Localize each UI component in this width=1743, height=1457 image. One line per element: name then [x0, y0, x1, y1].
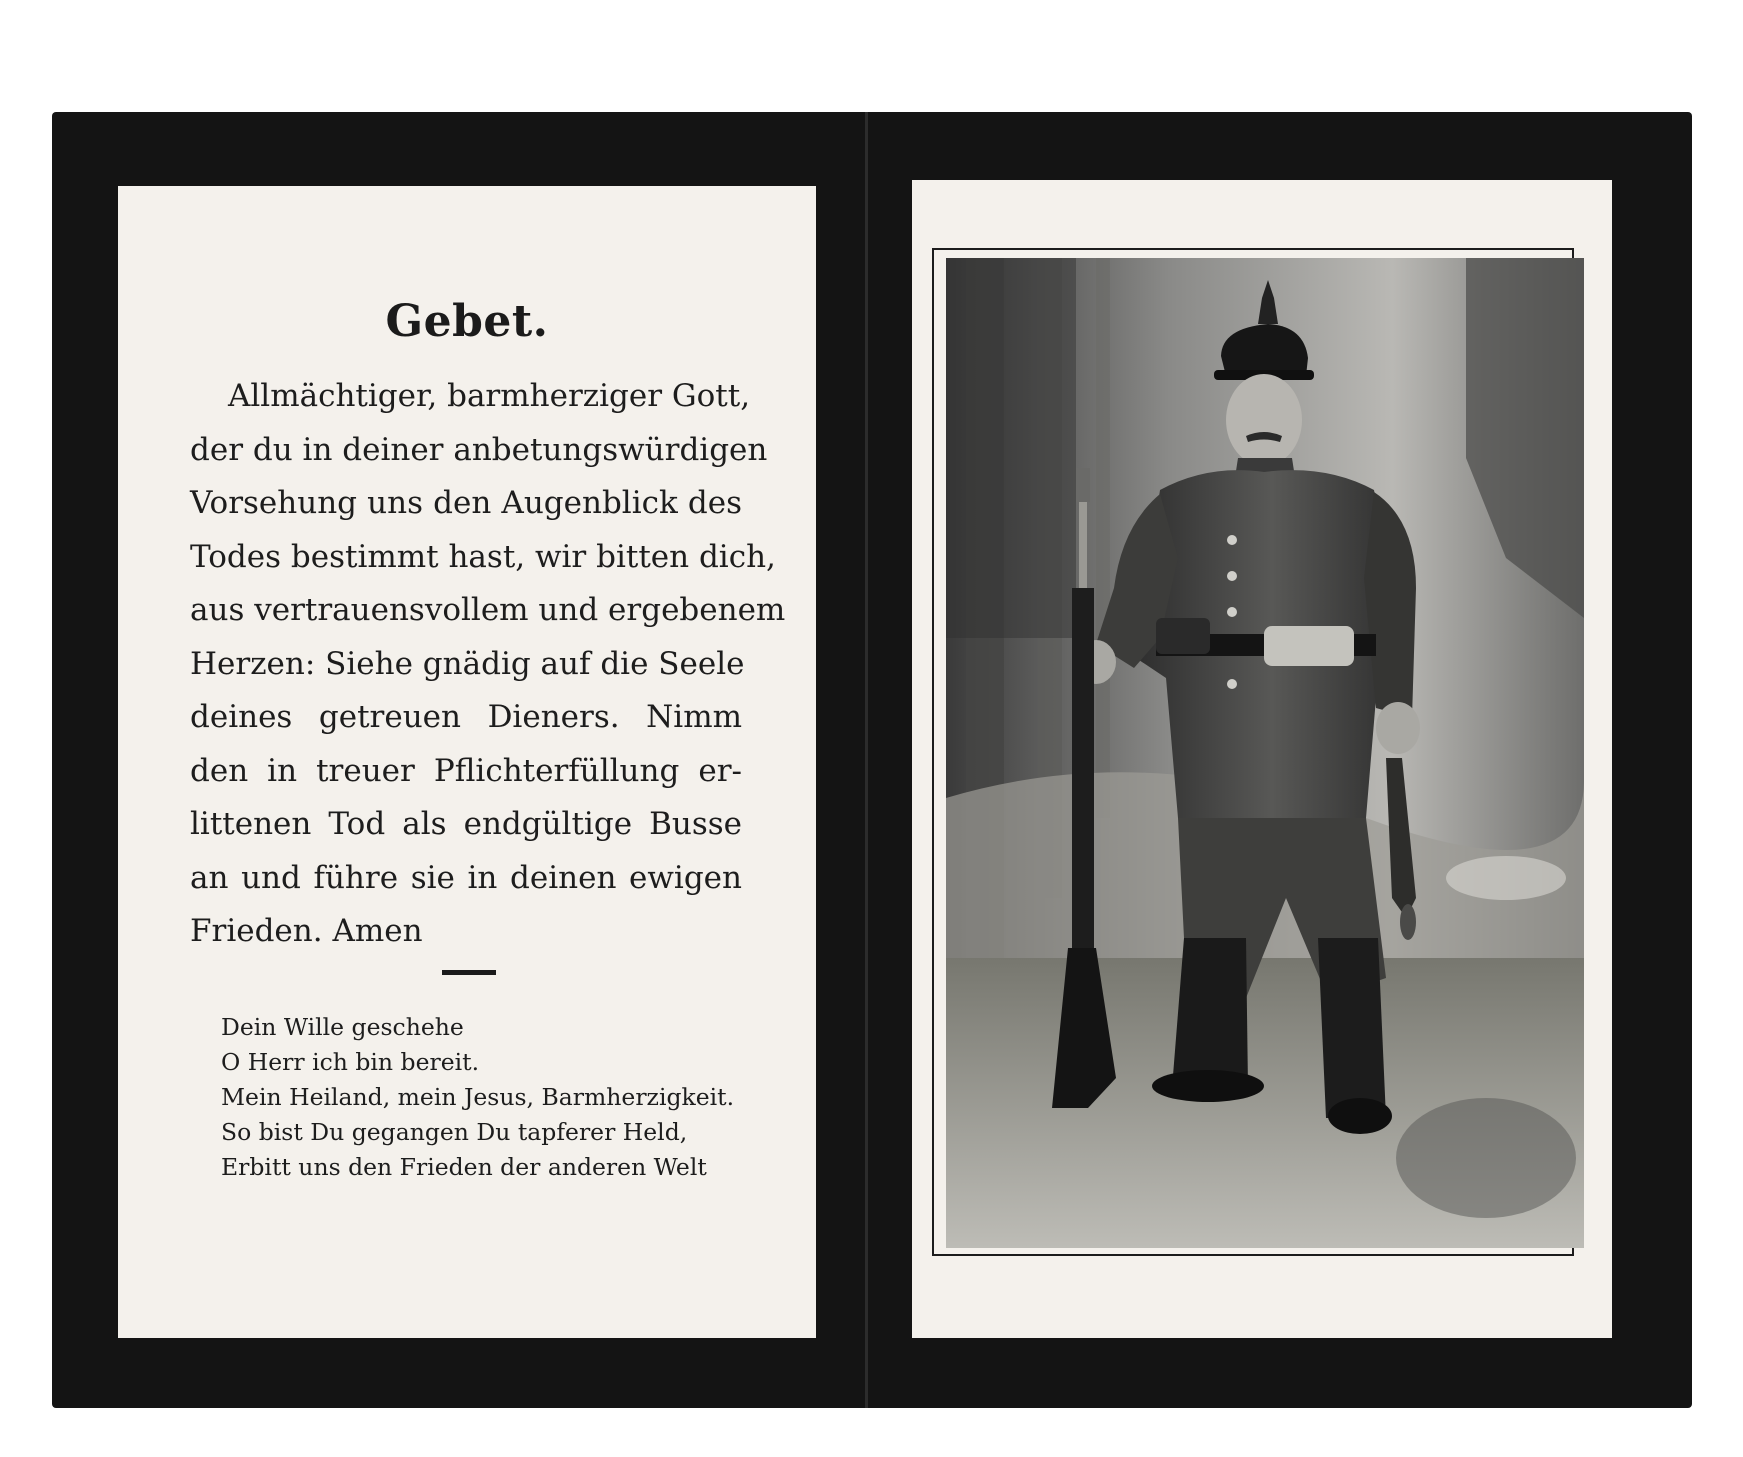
verse-line: So bist Du gegangen Du tapferer Held,	[221, 1118, 688, 1146]
prayer-line: der du in deiner anbetungswürdigen	[190, 431, 768, 468]
prayer-line: deines getreuen Dieners. Nimm	[190, 699, 742, 735]
prayer-title: Gebet.	[385, 296, 549, 347]
soldier-portrait-photo	[946, 258, 1584, 1248]
verse-line: Erbitt uns den Frieden der anderen Welt	[221, 1153, 707, 1181]
section-divider	[442, 970, 496, 975]
prayer-line: an und führe sie in deinen ewigen	[190, 859, 742, 896]
prayer-line: Herzen: Siehe gnädig auf die Seele	[190, 645, 745, 682]
prayer-line: Allmächtiger, barmherziger Gott,	[228, 378, 751, 414]
prayer-line: Vorsehung uns den Augenblick des	[190, 485, 742, 521]
verse-line: Dein Wille geschehe	[221, 1013, 464, 1041]
prayer-line: Frieden. Amen	[190, 913, 423, 949]
prayer-text	[190, 370, 786, 959]
prayer-line: den in treuer Pflichterfüllung er-	[190, 752, 742, 789]
verse-line: O Herr ich bin bereit.	[221, 1048, 480, 1076]
verse-line: Mein Heiland, mein Jesus, Barmherzigkeit.	[221, 1083, 735, 1111]
prayer-line: littenen Tod als endgültige Busse	[190, 806, 742, 842]
prayer-line: Todes bestimmt hast, wir bitten dich,	[190, 538, 776, 575]
prayer-line: aus vertrauensvollem und ergebenem	[190, 592, 786, 628]
verse-text	[221, 1010, 741, 1185]
